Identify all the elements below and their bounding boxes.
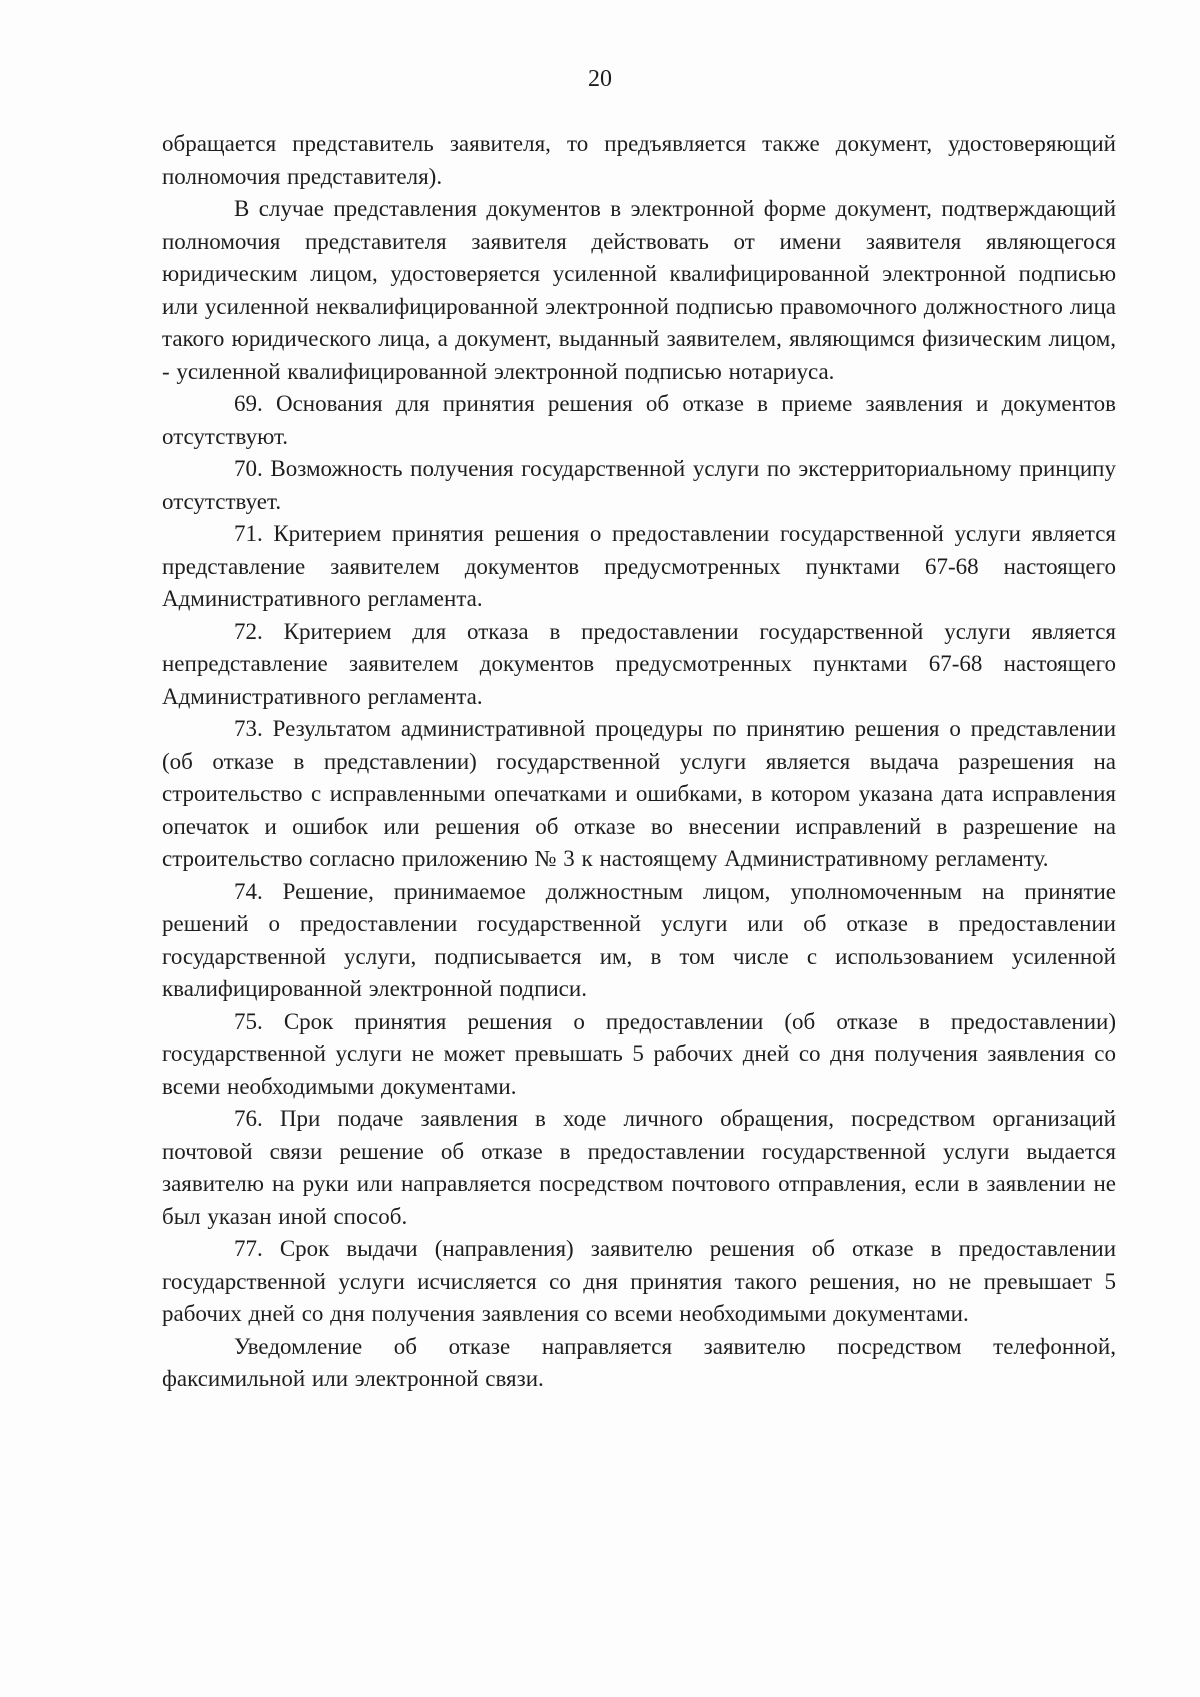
paragraph-electronic-documents: В случае представления документов в электронной форме документ, подтверждающий полномочия представителя заявителя действовать от имени заявителя являющегося юридическим лицом, удостоверяется усиленной квалифицированной электронной подписью или усиленной неквалифицированной электронной подписью правомочного должностного лица такого юридического лица, а документ, выданный заявителем, являющимся физическим лицом, - усиленной квалифицированной электронной подписью нотариуса. [162,196,1116,384]
paragraph-69: 69. Основания для принятия решения об отказе в приеме заявления и документов отсутствуют. [162,391,1116,449]
document-body [162,128,1116,1396]
paragraph-75: 75. Срок принятия решения о предоставлении (об отказе в предоставлении) государственной услуги не может превышать 5 рабочих дней со дня получения заявления со всеми необходимыми документами. [162,1008,1116,1099]
page-number: 20 [588,66,612,92]
paragraph-77: 77. Срок выдачи (направления) заявителю решения об отказе в предоставлении государственной услуги исчисляется со дня принятия такого решения, но не превышает 5 рабочих дней со дня получения заявления со всеми необходимыми документами. [162,1236,1116,1326]
paragraph-notification: Уведомление об отказе направляется заявителю посредством телефонной, факсимильной или электронной связи. [162,1333,1116,1391]
paragraph-76: 76. При подаче заявления в ходе личного обращения, посредством организаций почтовой связи решение об отказе в предоставлении государственной услуги выдается заявителю на руки или направляется посредством почтового отправления, если в заявлении не был указан иной способ. [162,1106,1116,1229]
paragraph-71: 71. Критерием принятия решения о предоставлении государственной услуги является представление заявителем документов предусмотренных пунктами 67-68 настоящего Административного регламента. [162,521,1116,611]
paragraph-74: 74. Решение, принимаемое должностным лицом, уполномоченным на принятие решений о предоставлении государственной услуги или об отказе в предоставлении государственной услуги, подписывается им, в том числе с использованием усиленной квалифицированной электронной подписи. [162,878,1116,1001]
paragraph-72: 72. Критерием для отказа в предоставлении государственной услуги является непредставление заявителем документов предусмотренных пунктами 67-68 настоящего Административного регламента. [162,618,1116,709]
paragraph-73: 73. Результатом административной процедуры по принятию решения о представлении (об отказе в представлении) государственной услуги является выдача разрешения на строительство с исправленными опечатками и ошибками, в котором указана дата исправления опечаток и ошибок или решения об отказе во внесении исправлений в разрешение на строительство согласно приложению № 3 к настоящему Административному регламенту. [162,716,1116,871]
paragraph-continuation: обращается представитель заявителя, то предъявляется также документ, удостоверяющий полномочия представителя). [162,131,1116,189]
paragraph-70: 70. Возможность получения государственной услуги по экстерриториальному принципу отсутствует. [162,456,1116,514]
